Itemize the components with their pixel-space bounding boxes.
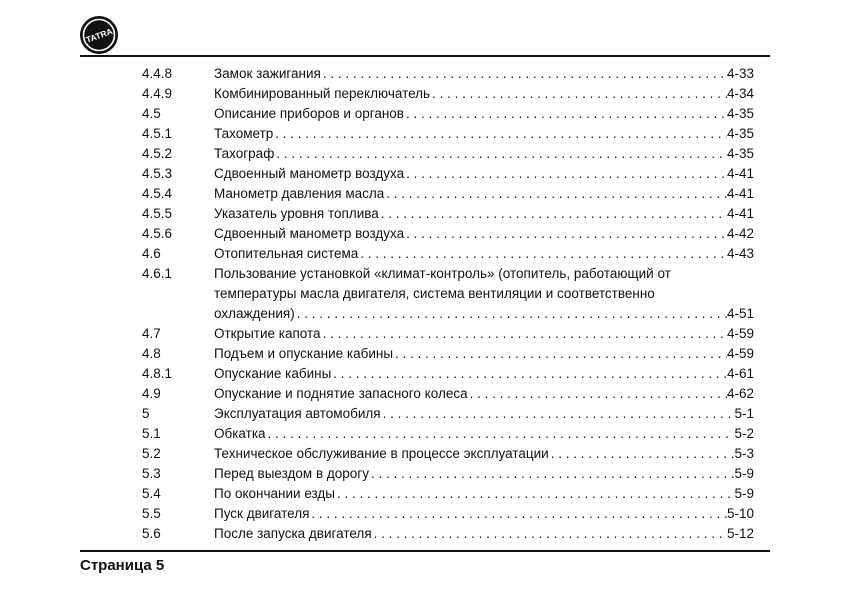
toc-section-number: 5.4	[142, 486, 161, 501]
toc-page-number: 4-43	[726, 246, 754, 261]
toc-dot-leader	[404, 224, 727, 244]
toc-page-number: 5-9	[734, 486, 754, 501]
toc-section-number: 4.5.5	[142, 206, 173, 221]
toc-section-number: 4.6.1	[142, 266, 173, 281]
toc-entry	[142, 384, 754, 404]
toc-section-number: 5.5	[142, 506, 161, 521]
toc-section-number: 4.6	[142, 246, 161, 261]
toc-title: Техническое обслуживание в процессе эксплуатации	[214, 446, 549, 461]
toc-section-number: 4.8	[142, 346, 161, 361]
toc-section-number: 5	[142, 406, 150, 421]
toc-title: После запуска двигателя	[214, 526, 372, 541]
toc-entry	[142, 244, 754, 264]
toc-section-number: 4.5	[142, 106, 161, 121]
toc-dot-leader	[274, 144, 727, 164]
toc-title: Эксплуатация автомобиля	[214, 406, 381, 421]
toc-dot-leader	[321, 64, 727, 84]
toc-title: охлаждения)	[214, 306, 295, 321]
toc-title: Сдвоенный манометр воздуха	[214, 226, 405, 241]
toc-entry	[142, 504, 754, 524]
toc-title: Подъем и опускание кабины	[214, 346, 394, 361]
toc-title: Тахометр	[214, 126, 274, 141]
toc-entry	[142, 124, 754, 144]
toc-dot-leader	[384, 184, 727, 204]
toc-entry	[142, 184, 754, 204]
toc-dot-leader	[430, 84, 727, 104]
toc-page-number: 4-35	[726, 146, 754, 161]
toc-title: Описание приборов и органов	[214, 106, 404, 121]
toc-page-number: 4-35	[726, 126, 754, 141]
toc-page-number: 4-35	[726, 106, 754, 121]
toc-section-number: 5.2	[142, 446, 161, 461]
toc-section-number: 4.8.1	[142, 366, 173, 381]
toc-section-number: 4.7	[142, 326, 161, 341]
toc-page-number: 4-42	[726, 226, 754, 241]
toc-page-number: 5-3	[734, 446, 754, 461]
toc-dot-leader	[358, 244, 727, 264]
logo-text: TATRA	[84, 26, 114, 45]
toc-dot-leader	[321, 324, 727, 344]
table-of-contents	[142, 64, 754, 544]
toc-page-number: 4-41	[726, 206, 754, 221]
toc-section-number: 4.4.8	[142, 66, 173, 81]
toc-title: Опускание и поднятие запасного колеса	[214, 386, 468, 401]
toc-page-number: 4-41	[726, 186, 754, 201]
toc-title: По окончании езды	[214, 486, 336, 501]
toc-entry	[142, 324, 754, 344]
toc-dot-leader	[369, 464, 735, 484]
toc-page-number: 4-51	[726, 306, 754, 321]
toc-title: Пуск двигателя	[214, 506, 310, 521]
toc-entry	[142, 444, 754, 464]
toc-entry	[142, 424, 754, 444]
toc-dot-leader	[379, 204, 727, 224]
toc-title-line: Пользование установкой «климат-контроль» (отопитель, работающий от	[214, 266, 671, 281]
toc-page-number: 4-61	[726, 366, 754, 381]
toc-page-number: 5-1	[734, 406, 754, 421]
toc-page-number: 5-10	[726, 506, 754, 521]
toc-entry	[142, 364, 754, 384]
toc-page-number: 5-2	[734, 426, 754, 441]
toc-section-number: 5.3	[142, 466, 161, 481]
toc-page-number: 4-59	[726, 326, 754, 341]
toc-dot-leader	[273, 124, 727, 144]
toc-dot-leader	[468, 384, 727, 404]
toc-entry	[142, 164, 754, 184]
toc-page-number: 4-62	[726, 386, 754, 401]
toc-dot-leader	[372, 524, 727, 544]
toc-entry	[142, 484, 754, 504]
toc-entry	[142, 224, 754, 244]
toc-entry	[142, 64, 754, 84]
toc-dot-leader	[309, 504, 727, 524]
toc-section-number: 4.5.4	[142, 186, 173, 201]
toc-title: Перед выездом в дорогу	[214, 466, 369, 481]
toc-title: Открытие капота	[214, 326, 321, 341]
toc-section-number: 4.5.6	[142, 226, 173, 241]
toc-section-number: 4.9	[142, 386, 161, 401]
toc-title: Опускание кабины	[214, 366, 332, 381]
toc-entry	[142, 104, 754, 124]
toc-title-line: температуры масла двигателя, система вентиляции и соответственно	[214, 286, 655, 301]
toc-entry	[142, 264, 754, 324]
toc-entry	[142, 204, 754, 224]
toc-entry	[142, 464, 754, 484]
toc-dot-leader	[331, 364, 727, 384]
toc-page-number: 4-33	[726, 66, 754, 81]
toc-dot-leader	[393, 344, 727, 364]
toc-title: Обкатка	[214, 426, 266, 441]
toc-title: Манометр давления масла	[214, 186, 385, 201]
toc-entry	[142, 84, 754, 104]
toc-section-number: 5.1	[142, 426, 161, 441]
toc-entry	[142, 344, 754, 364]
toc-page-number: 4-34	[726, 86, 754, 101]
toc-entry	[142, 524, 754, 544]
toc-page-number: 5-12	[726, 526, 754, 541]
toc-entry	[142, 404, 754, 424]
toc-title: Сдвоенный манометр воздуха	[214, 166, 405, 181]
toc-dot-leader	[549, 444, 735, 464]
toc-page-number: 4-59	[726, 346, 754, 361]
toc-title: Отопительная система	[214, 246, 359, 261]
toc-section-number: 4.4.9	[142, 86, 173, 101]
toc-section-number: 4.5.1	[142, 126, 173, 141]
toc-section-number: 4.5.2	[142, 146, 173, 161]
toc-title: Комбинированный переключатель	[214, 86, 431, 101]
toc-dot-leader	[295, 304, 727, 324]
toc-section-number: 4.5.3	[142, 166, 173, 181]
tatra-logo-icon	[79, 15, 119, 55]
toc-dot-leader	[404, 104, 727, 124]
toc-page-number: 5-9	[734, 466, 754, 481]
header-rule	[80, 55, 770, 57]
toc-title: Замок зажигания	[214, 66, 321, 81]
toc-dot-leader	[335, 484, 734, 504]
toc-dot-leader	[266, 424, 735, 444]
toc-section-number: 5.6	[142, 526, 161, 541]
toc-title: Указатель уровня топлива	[214, 206, 379, 221]
toc-dot-leader	[381, 404, 735, 424]
toc-entry	[142, 144, 754, 164]
toc-title: Тахограф	[214, 146, 275, 161]
toc-dot-leader	[404, 164, 727, 184]
page-number: Страница 5	[80, 557, 165, 574]
toc-page-number: 4-41	[726, 166, 754, 181]
footer-rule	[80, 550, 770, 552]
